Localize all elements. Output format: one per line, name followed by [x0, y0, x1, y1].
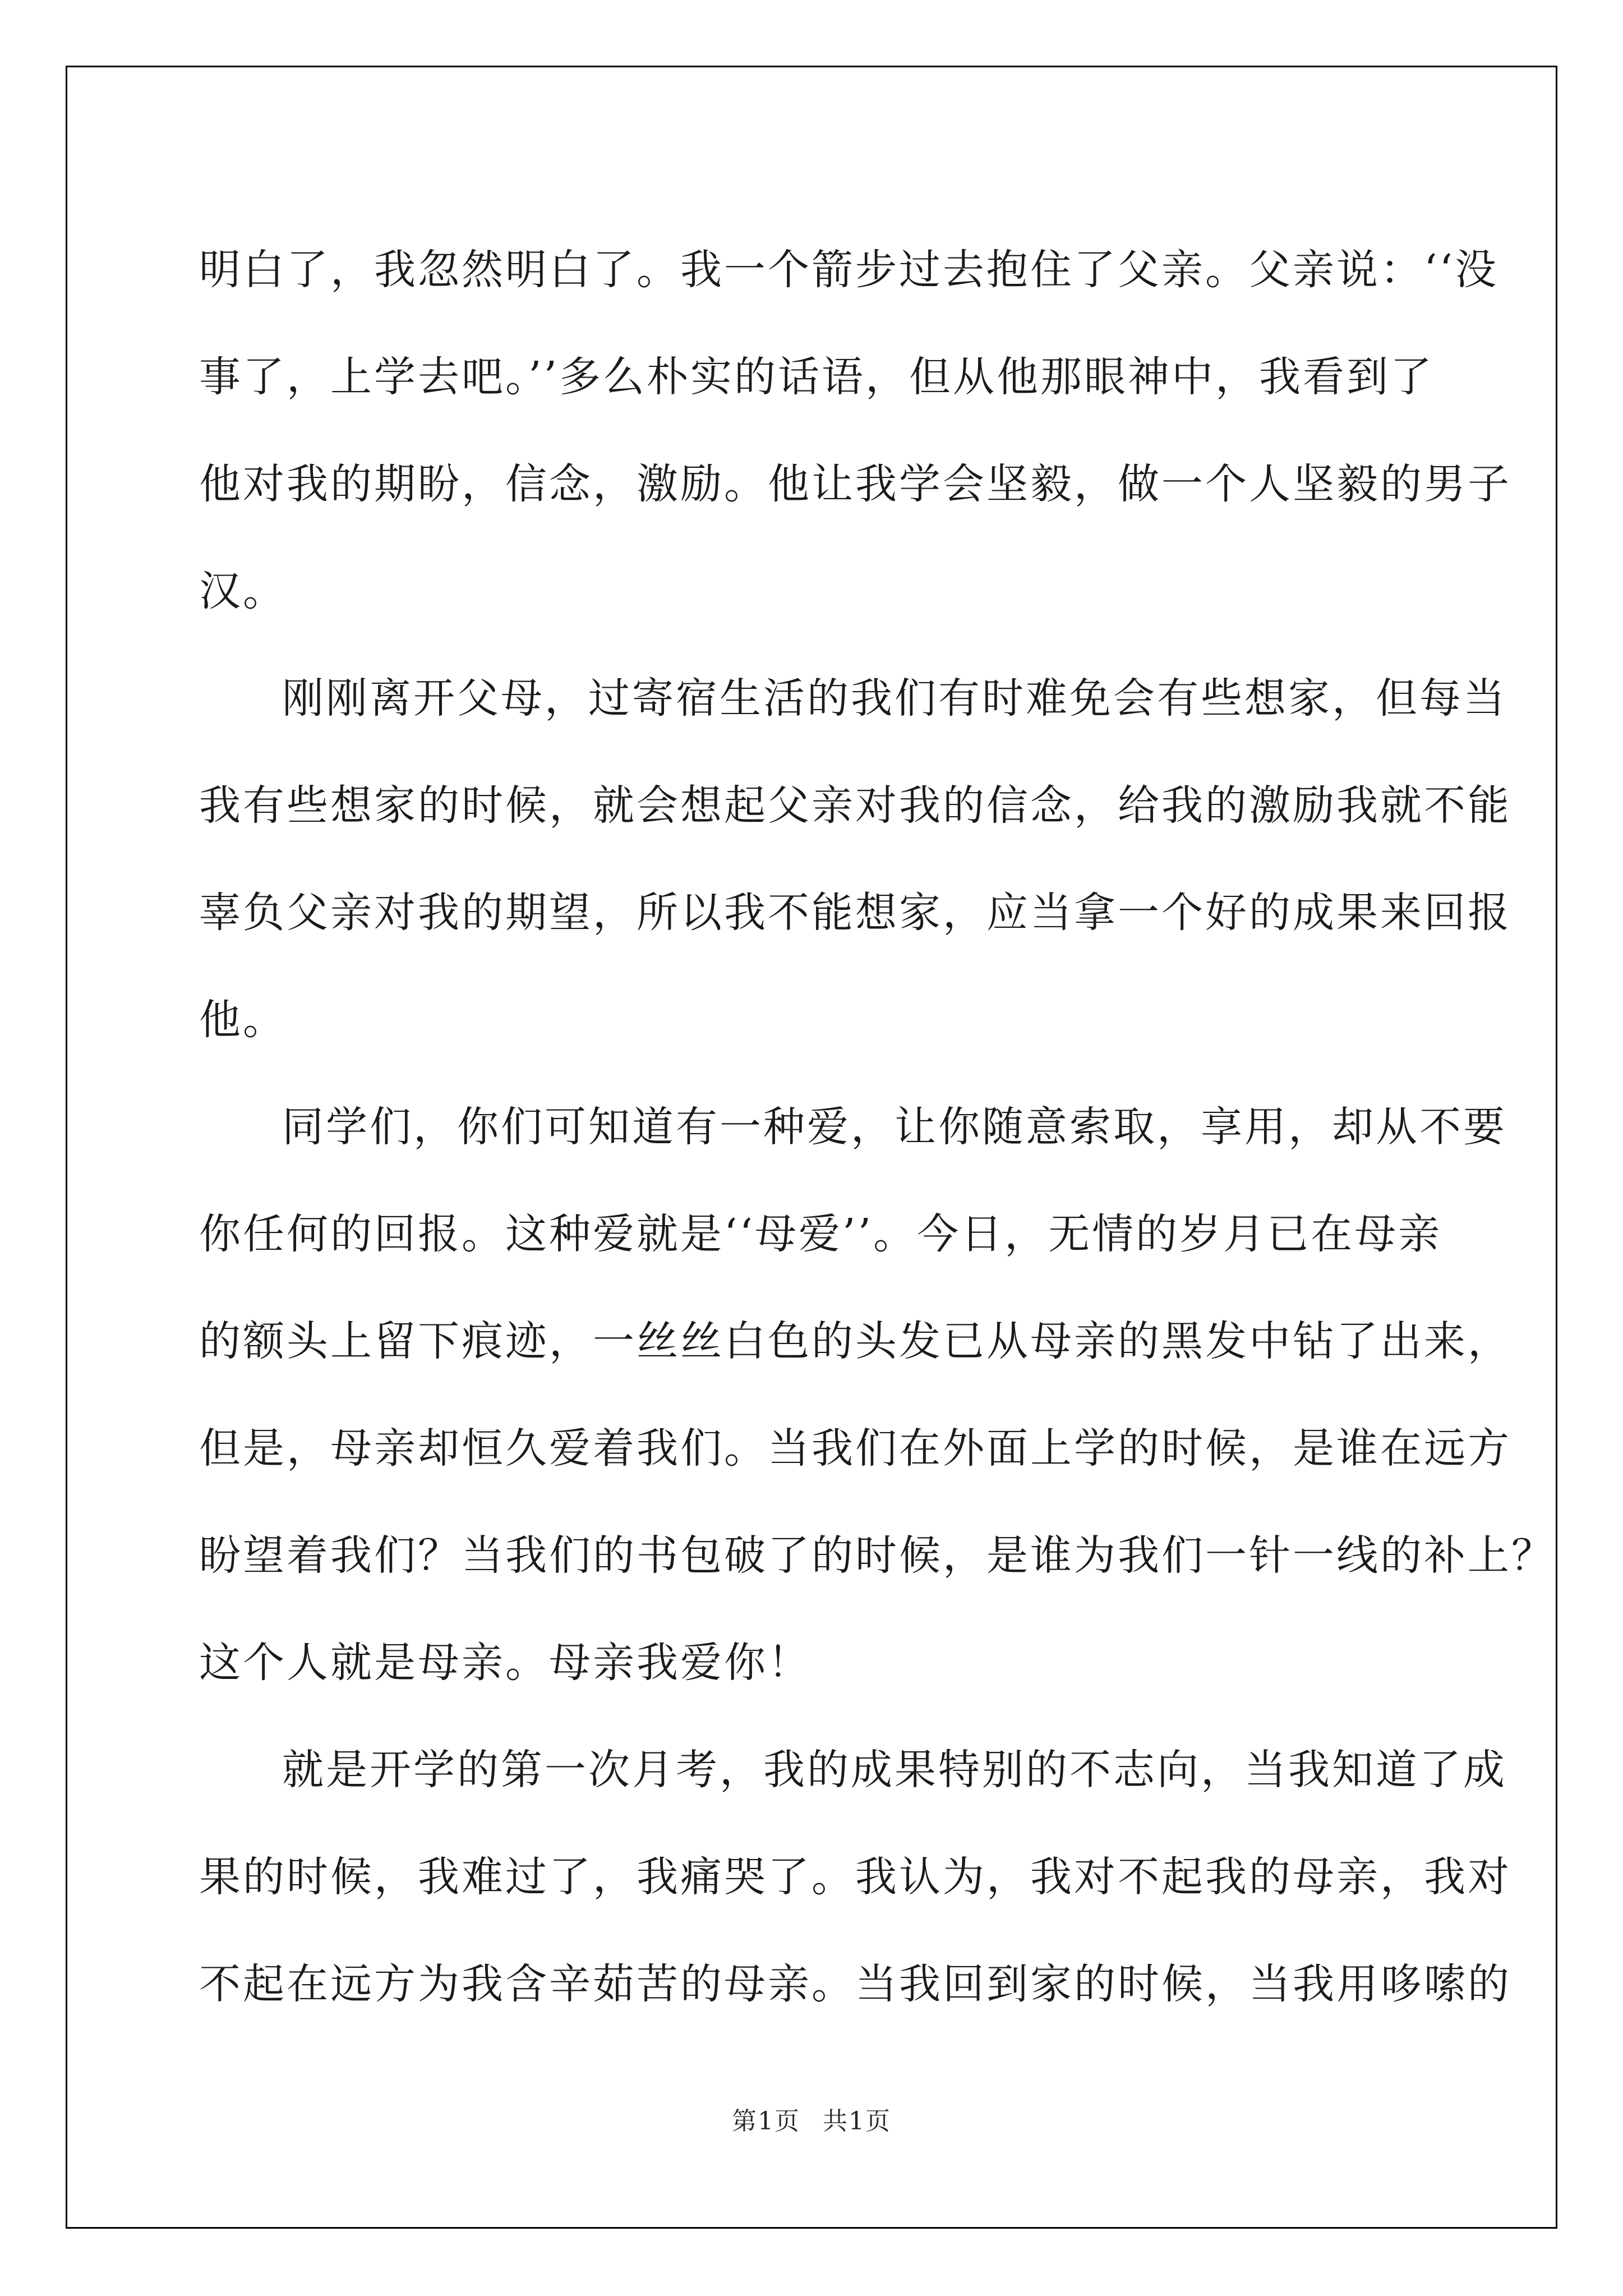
document-body — [199, 217, 1555, 2038]
text-line: 我有些想家的时候，就会想起父亲对我的信念，给我的激励我就不能 — [199, 781, 1511, 830]
text-line: 明白了，我忽然明白了。我一个箭步过去抱住了父亲。父亲说：‘‘没 — [199, 246, 1499, 294]
text-line: 你任何的回报。这种爱就是‘‘母爱’’。今日，无情的岁月已在母亲 — [199, 1210, 1442, 1258]
page-footer — [0, 2101, 1623, 2137]
text-line: 这个人就是母亲。母亲我爱你！ — [199, 1639, 811, 1687]
text-line: 他。 — [199, 996, 287, 1044]
page-number: 第1页 — [732, 2107, 800, 2136]
paragraph — [199, 1717, 1511, 2038]
text-line: 果的时候，我难过了，我痛哭了。我认为，我对不起我的母亲，我对 — [199, 1853, 1511, 1901]
text-line: 不起在远方为我含辛茹苦的母亲。当我回到家的时候，当我用哆嗦的 — [199, 1960, 1511, 2008]
text-line: 但是，母亲却恒久爱着我们。当我们在外面上学的时候，是谁在远方 — [199, 1424, 1511, 1473]
text-line: 汉。 — [199, 567, 287, 615]
text-line: 的额头上留下痕迹，一丝丝白色的头发已从母亲的黑发中钻了出来， — [199, 1317, 1511, 1365]
text-line: 就是开学的第一次月考，我的成果特别的不志向，当我知道了成 — [282, 1746, 1507, 1794]
text-line: 辜负父亲对我的期望，所以我不能想家，应当拿一个好的成果来回报 — [199, 889, 1511, 937]
paragraph — [199, 217, 1511, 645]
text-line: 盼望着我们？当我们的书包破了的时候，是谁为我们一针一线的补上？ — [199, 1531, 1555, 1580]
text-line: 同学们，你们可知道有一种爱，让你随意索取，享用，却从不要 — [282, 1103, 1507, 1151]
paragraph — [199, 645, 1511, 1074]
text-line: 刚刚离开父母，过寄宿生活的我们有时难免会有些想家，但每当 — [282, 674, 1507, 723]
page-total: 共1页 — [823, 2107, 891, 2136]
paragraph — [199, 1074, 1555, 1717]
text-line: 事了，上学去吧。’’多么朴实的话语，但从他那眼神中，我看到了 — [199, 353, 1435, 401]
text-line: 他对我的期盼，信念，激励。他让我学会坚毅，做一个人坚毅的男子 — [199, 460, 1511, 508]
